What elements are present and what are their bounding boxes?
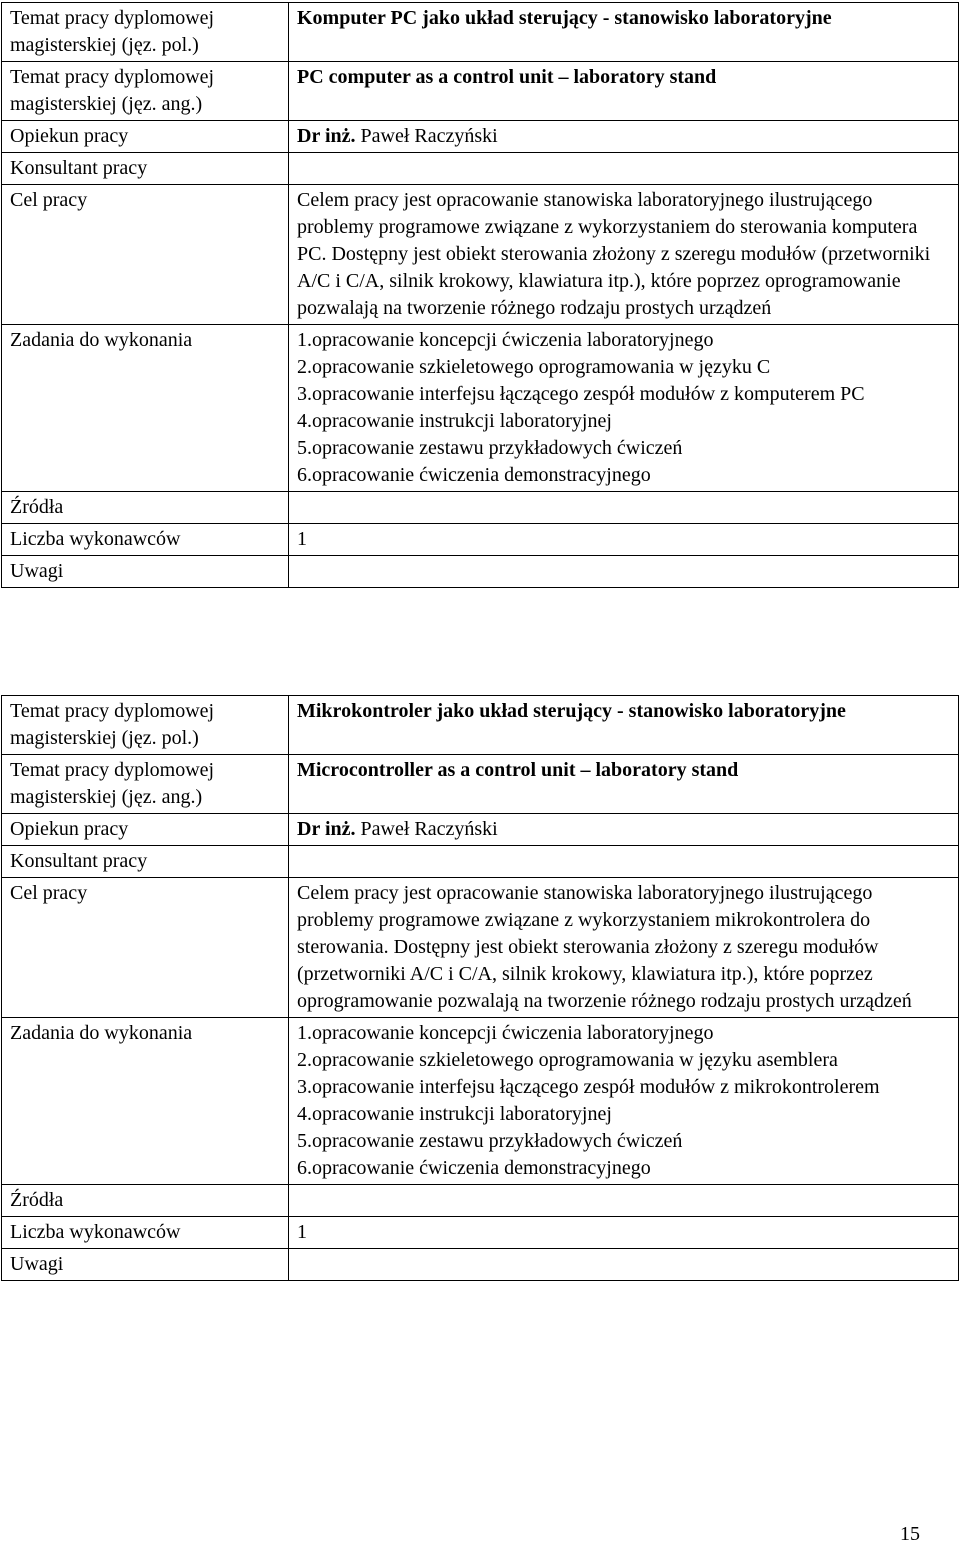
task-item: 3.opracowanie interfejsu łączącego zespół modułów z mikrokontrolerem [297,1076,880,1098]
row-notes [2,1249,959,1281]
tasks-list [289,1018,959,1185]
label-supervisor: Opiekun pracy [2,814,289,846]
label-topic-pl: Temat pracy dyplomowej magisterskiej (jęz. pol.) [2,3,289,62]
count: 1 [289,524,959,556]
label-topic-en: Temat pracy dyplomowej magisterskiej (jęz. ang.) [2,755,289,814]
supervisor-name: Paweł Raczyński [360,125,498,147]
task-item: 5.opracowanie zestawu przykładowych ćwiczeń [297,1130,683,1152]
label-notes: Uwagi [2,1249,289,1281]
row-tasks [2,325,959,492]
row-consultant [2,846,959,878]
supervisor-name: Paweł Raczyński [360,818,498,840]
task-item: 4.opracowanie instrukcji laboratoryjnej [297,410,612,432]
task-item: 4.opracowanie instrukcji laboratoryjnej [297,1103,612,1125]
goal: Celem pracy jest opracowanie stanowiska laboratoryjnego ilustrującego problemy programowe związane z wykorzystaniem mikrokontrolera do sterowania. Dostępny jest obiekt sterowania złożony z szeregu modułów (przetworniki A/C i C/A, silnik krokowy, klawiatura itp.), które poprzez oprogramowanie pozwalają na tworzenie różnego rodzaju prostych urządzeń [289,878,959,1018]
supervisor-title: Dr inż. [297,818,356,840]
supervisor [289,814,959,846]
label-tasks: Zadania do wykonania [2,325,289,492]
row-count [2,524,959,556]
task-item: 2.opracowanie szkieletowego oprogramowania w języku C [297,356,771,378]
task-item: 6.opracowanie ćwiczenia demonstracyjnego [297,1157,651,1179]
page-number: 15 [900,1523,920,1545]
thesis-table-1 [1,2,959,588]
row-sources [2,1185,959,1217]
goal: Celem pracy jest opracowanie stanowiska laboratoryjnego ilustrującego problemy programowe związane z wykorzystaniem do sterowania komputera PC. Dostępny jest obiekt sterowania złożony z szeregu modułów (przetworniki A/C i C/A, silnik krokowy, klawiatura itp.), które poprzez oprogramowanie pozwalają na tworzenie różnego rodzaju prostych urządzeń [289,185,959,325]
task-item: 5.opracowanie zestawu przykładowych ćwiczeń [297,437,683,459]
label-goal: Cel pracy [2,878,289,1018]
count: 1 [289,1217,959,1249]
row-supervisor [2,814,959,846]
label-consultant: Konsultant pracy [2,846,289,878]
sources [289,492,959,524]
task-item: 1.opracowanie koncepcji ćwiczenia laboratoryjnego [297,1022,714,1044]
row-topic-en [2,755,959,814]
label-notes: Uwagi [2,556,289,588]
notes [289,556,959,588]
topic-pl: Mikrokontroler jako układ sterujący - stanowisko laboratoryjne [289,696,959,755]
label-consultant: Konsultant pracy [2,153,289,185]
tasks-list [289,325,959,492]
label-tasks: Zadania do wykonania [2,1018,289,1185]
task-item: 3.opracowanie interfejsu łączącego zespół modułów z komputerem PC [297,383,865,405]
sources [289,1185,959,1217]
consultant [289,846,959,878]
consultant [289,153,959,185]
row-consultant [2,153,959,185]
topic-en: PC computer as a control unit – laboratory stand [289,62,959,121]
label-supervisor: Opiekun pracy [2,121,289,153]
topic-pl: Komputer PC jako układ sterujący - stanowisko laboratoryjne [289,3,959,62]
task-item: 1.opracowanie koncepcji ćwiczenia laboratoryjnego [297,329,714,351]
row-sources [2,492,959,524]
label-topic-pl: Temat pracy dyplomowej magisterskiej (jęz. pol.) [2,696,289,755]
label-sources: Źródła [2,1185,289,1217]
label-topic-en: Temat pracy dyplomowej magisterskiej (jęz. ang.) [2,62,289,121]
label-goal: Cel pracy [2,185,289,325]
row-topic-pl [2,696,959,755]
topic-en: Microcontroller as a control unit – laboratory stand [289,755,959,814]
row-topic-en [2,62,959,121]
notes [289,1249,959,1281]
row-count [2,1217,959,1249]
task-item: 2.opracowanie szkieletowego oprogramowania w języku asemblera [297,1049,838,1071]
task-item: 6.opracowanie ćwiczenia demonstracyjnego [297,464,651,486]
label-count: Liczba wykonawców [2,1217,289,1249]
row-tasks [2,1018,959,1185]
row-supervisor [2,121,959,153]
row-topic-pl [2,3,959,62]
row-goal [2,185,959,325]
supervisor-title: Dr inż. [297,125,356,147]
thesis-table-2 [1,695,959,1281]
supervisor [289,121,959,153]
label-sources: Źródła [2,492,289,524]
row-goal [2,878,959,1018]
row-notes [2,556,959,588]
label-count: Liczba wykonawców [2,524,289,556]
